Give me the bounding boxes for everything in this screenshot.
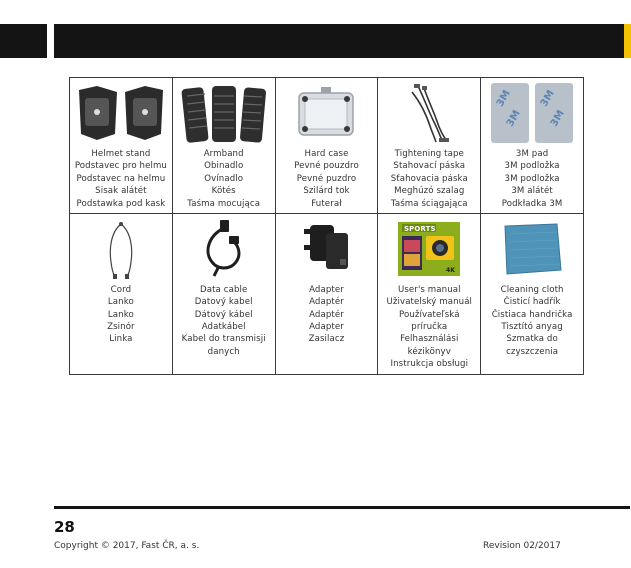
accessory-label: Sťahovacia páska — [390, 173, 468, 184]
accessory-label: príručka — [411, 322, 448, 333]
accessory-label: Taśma ściągająca — [390, 198, 468, 209]
accessory-label: Hard case — [304, 149, 349, 159]
accessory-label: Podstawka pod kask — [76, 198, 166, 209]
accessory-label: Data cable — [200, 284, 248, 295]
accessory-label: Szmatka do — [506, 334, 558, 345]
accessory-label: Pevné puzdro — [296, 173, 357, 184]
accessory-label: User's manual — [397, 284, 461, 295]
accessory-label: Čistiaca handrička — [491, 309, 573, 320]
accessory-label: Používateľská — [398, 309, 460, 320]
users-manual-icon — [396, 220, 462, 278]
accessory-label: Felhasználási — [400, 334, 459, 345]
accessory-label: Dátový kábel — [194, 309, 253, 320]
accessory-label: Stahovací páska — [393, 161, 466, 172]
accessory-label: Adaptér — [309, 297, 344, 308]
header-bar — [54, 24, 624, 58]
accessories-table — [69, 77, 584, 375]
hard-case-icon — [291, 85, 361, 141]
footer-rule — [54, 506, 630, 509]
accessory-label: Podkładka 3M — [501, 198, 563, 209]
accessory-label: Zsinór — [107, 322, 135, 333]
revision-text: Revision 02/2017 — [483, 541, 561, 551]
accessory-cell — [378, 78, 481, 214]
accessory-label: Datový kabel — [194, 297, 253, 308]
data-cable-icon — [194, 218, 254, 280]
copyright-text: Copyright © 2017, Fast ČR, a. s. — [54, 541, 200, 551]
pad-logo-text: 3M — [548, 108, 567, 129]
accessory-cell — [481, 78, 584, 214]
accessory-label: 3M podložka — [504, 173, 560, 184]
accessory-label: danych — [207, 346, 240, 357]
pad-logo-text: 3M — [494, 88, 513, 109]
accessory-label: Futerał — [311, 198, 342, 209]
accessory-label: Instrukcja obsługi — [390, 359, 469, 370]
accessory-label: Helmet stand — [91, 149, 151, 159]
accessory-label: 3M pad — [515, 149, 549, 159]
accessory-label: czyszczenia — [506, 346, 559, 357]
accessory-label: Tightening tape — [394, 149, 464, 159]
accessory-label: Ovínadlo — [204, 173, 244, 184]
accessory-label: Adapter — [309, 322, 344, 333]
accessory-label: Cleaning cloth — [500, 284, 564, 295]
header-accent — [624, 24, 631, 58]
accessory-label: Kabel do transmisji — [181, 334, 266, 345]
accessories-row — [70, 78, 584, 214]
accessory-cell — [481, 213, 584, 374]
accessory-cell — [275, 213, 378, 374]
3m-pad-icon — [487, 81, 577, 145]
accessory-label: Szilárd tok — [303, 186, 350, 197]
accessory-label: 3M alátét — [511, 186, 553, 197]
accessory-cell — [275, 78, 378, 214]
cord-icon — [101, 218, 141, 280]
manual-model-text: 4K — [446, 266, 456, 274]
accessory-label: 3M podložka — [504, 161, 560, 172]
accessories-row — [70, 213, 584, 374]
adapter-icon — [296, 221, 356, 277]
accessory-label: Meghúzó szalag — [394, 186, 465, 197]
manual-brand-text: SPORTS — [404, 224, 436, 233]
tightening-tape-icon — [404, 82, 454, 144]
accessory-cell — [70, 78, 173, 214]
accessory-label: Adaptér — [309, 309, 344, 320]
page-number: 28 — [54, 518, 75, 536]
accessory-label: Kötés — [211, 186, 236, 197]
accessory-label: Tisztító anyag — [501, 322, 563, 333]
accessory-cell — [70, 213, 173, 374]
accessory-label: Adapter — [309, 284, 344, 295]
accessory-label: Obinadlo — [204, 161, 244, 172]
accessory-label: Taśma mocująca — [187, 198, 261, 209]
pad-logo-text: 3M — [504, 108, 523, 129]
accessory-label: kézikönyv — [407, 346, 451, 357]
accessory-label: Lanko — [107, 297, 134, 308]
accessory-label: Pevné pouzdro — [294, 161, 359, 172]
accessory-label: Sisak alátét — [95, 186, 147, 197]
pad-logo-text: 3M — [538, 88, 557, 109]
header-bar-left — [0, 24, 47, 58]
accessory-label: Zasilacz — [308, 334, 345, 345]
accessory-label: Linka — [109, 334, 133, 345]
helmet-stand-icon — [73, 82, 169, 144]
accessory-label: Podstavec pro helmu — [74, 161, 167, 172]
accessory-label: Cord — [110, 284, 132, 295]
accessory-label: Čisticí hadřík — [503, 297, 561, 308]
armband-icon — [178, 82, 270, 144]
accessory-label: Uživatelský manuál — [386, 297, 473, 308]
accessory-label: Adatkábel — [201, 322, 246, 333]
accessory-label: Podstavec na helmu — [76, 173, 166, 184]
cleaning-cloth-icon — [499, 220, 565, 278]
accessory-cell — [378, 213, 481, 374]
accessory-label: Armband — [203, 149, 244, 159]
accessory-label: Lanko — [107, 309, 134, 320]
accessory-cell — [172, 78, 275, 214]
accessory-cell — [172, 213, 275, 374]
